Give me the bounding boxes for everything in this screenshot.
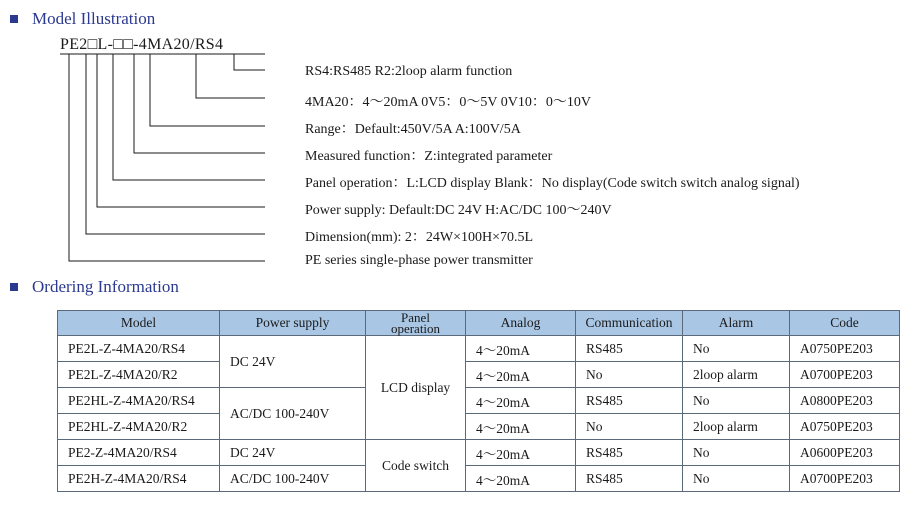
model-cell: PE2HL-Z-4MA20/RS4 — [58, 388, 220, 414]
header-model: Model — [58, 311, 220, 336]
square-bullet-icon — [10, 283, 18, 291]
header-panel-operation — [366, 311, 466, 336]
desc-analog-output: 4MA20：4～20mA 0V5：0～5V 0V10：0～10V — [305, 95, 591, 110]
communication-cell: No — [576, 414, 683, 440]
code-cell: A0750PE203 — [790, 336, 900, 362]
desc-range: Range：Default:450V/5A A:100V/5A — [305, 122, 521, 137]
communication-cell: RS485 — [576, 466, 683, 492]
model-code: PE2□L-□□-4MA20/RS4 — [60, 36, 224, 53]
analog-cell: 4～20mA — [466, 414, 576, 440]
model-cell: PE2L-Z-4MA20/RS4 — [58, 336, 220, 362]
header-power-supply: Power supply — [220, 311, 366, 336]
communication-cell: No — [576, 362, 683, 388]
code-cell: A0700PE203 — [790, 362, 900, 388]
communication-cell: RS485 — [576, 440, 683, 466]
header-code: Code — [790, 311, 900, 336]
analog-cell: 4～20mA — [466, 440, 576, 466]
alarm-cell: 2loop alarm — [683, 414, 790, 440]
header-panel-line2: operation — [390, 321, 441, 336]
table-header-row — [58, 311, 900, 336]
power-supply-cell: AC/DC 100-240V — [220, 388, 366, 440]
ordering-information-title: Ordering Information — [32, 277, 179, 296]
power-supply-cell: DC 24V — [220, 336, 366, 388]
analog-cell: 4～20mA — [466, 466, 576, 492]
communication-cell: RS485 — [576, 388, 683, 414]
code-cell: A0600PE203 — [790, 440, 900, 466]
table-row — [58, 466, 900, 492]
alarm-cell: No — [683, 336, 790, 362]
model-cell: PE2H-Z-4MA20/RS4 — [58, 466, 220, 492]
desc-series: PE series single-phase power transmitter — [305, 253, 533, 268]
communication-cell: RS485 — [576, 336, 683, 362]
header-communication: Communication — [576, 311, 683, 336]
analog-cell: 4～20mA — [466, 388, 576, 414]
model-cell: PE2-Z-4MA20/RS4 — [58, 440, 220, 466]
power-supply-cell: AC/DC 100-240V — [220, 466, 366, 492]
panel-operation-cell: Code switch — [366, 440, 466, 492]
header-alarm: Alarm — [683, 311, 790, 336]
alarm-cell: 2loop alarm — [683, 362, 790, 388]
desc-measured-function: Measured function：Z:integrated parameter — [305, 149, 553, 164]
power-supply-cell: DC 24V — [220, 440, 366, 466]
header-panel-line1: Panel — [401, 310, 430, 325]
code-cell: A0800PE203 — [790, 388, 900, 414]
desc-communication: RS4:RS485 R2:2loop alarm function — [305, 64, 513, 79]
alarm-cell: No — [683, 466, 790, 492]
code-cell: A0750PE203 — [790, 414, 900, 440]
ordering-table — [57, 310, 900, 492]
alarm-cell: No — [683, 440, 790, 466]
panel-operation-cell: LCD display — [366, 336, 466, 440]
table-row — [58, 440, 900, 466]
model-cell: PE2HL-Z-4MA20/R2 — [58, 414, 220, 440]
analog-cell: 4～20mA — [466, 362, 576, 388]
header-analog: Analog — [466, 311, 576, 336]
analog-cell: 4～20mA — [466, 336, 576, 362]
table-row — [58, 388, 900, 414]
ordering-information-heading — [10, 277, 179, 297]
code-cell: A0700PE203 — [790, 466, 900, 492]
model-illustration-title: Model Illustration — [32, 9, 156, 28]
table-row — [58, 336, 900, 362]
desc-dimension: Dimension(mm): 2：24W×100H×70.5L — [305, 230, 534, 245]
desc-panel-operation: Panel operation：L:LCD display Blank：No display(Code switch switch analog signal) — [305, 176, 800, 191]
alarm-cell: No — [683, 388, 790, 414]
model-cell: PE2L-Z-4MA20/R2 — [58, 362, 220, 388]
table-row — [58, 414, 900, 440]
desc-power-supply: Power supply: Default:DC 24V H:AC/DC 100～240V — [305, 203, 612, 218]
table-row — [58, 362, 900, 388]
